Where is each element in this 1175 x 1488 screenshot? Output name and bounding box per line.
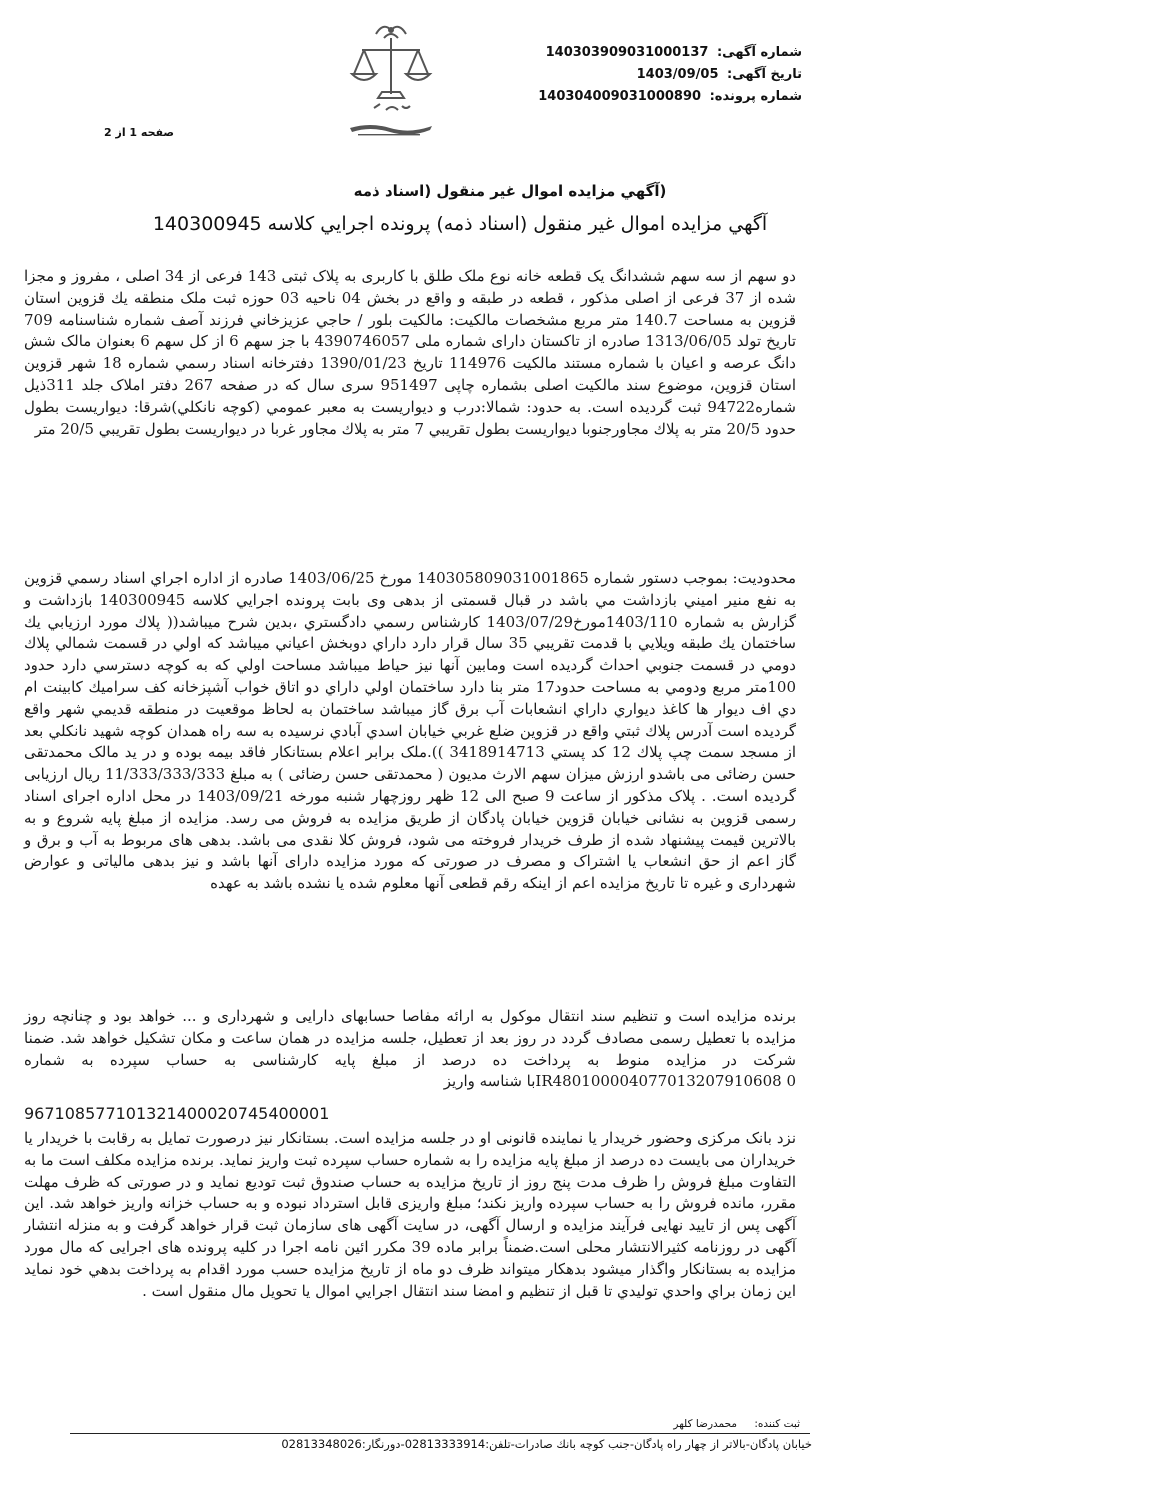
judiciary-scales-emblem-icon: [336, 16, 446, 148]
page-indicator: صفحه 1 از 2: [104, 126, 175, 139]
case-number: 140304009031000890: [538, 89, 702, 104]
transfer-conditions-paragraph: برنده مزایده است و تنظیم سند انتقال موکول به ارائه مفاصا حسابهای دارایی و شهرداری و ... خواهد بود و چنانچه روز مزایده با تعطیل رسمی مصادف گردد در روز بعد از تعطیل، جلسه مزایده در همان ساعت و مکان تشکیل خواهد شد. ضمنا شرکت در مزایده منوط به پرداخت ده درصد از مبلغ پایه کارشناسی به حساب سپرده به شماره IR480100004077013207910608 0با شناسه واریز: [24, 1007, 796, 1091]
case-number-row: [540, 86, 802, 108]
ad-number-label: شماره آگهی:: [716, 45, 802, 60]
ad-metadata: [540, 42, 802, 108]
registrar-name: محمدرضا کلهر: [673, 1418, 738, 1430]
footer-divider: [70, 1433, 810, 1434]
document-title: (آگهي مزايده اموال غير منقول (اسناد ذمه: [353, 182, 667, 200]
ad-number-row: [540, 42, 802, 64]
restriction-and-auction-paragraph: محدودیت: بموجب دستور شماره 140305809031001865 مورخ 1403/06/25 صادره از اداره اجراي اسناد رسمي قزوين به نفع منير اميني بازداشت مي باشد در قبال قسمتی از بدهی وی بابت پرونده اجرايي كلاسه 140300945 بازداشت و گزارش به شماره 1403/110مورخ1403/07/29 کارشناس رسمي دادگستري ،بدين شرح ميباشد(( پلاك مورد ارزيابي يك ساختمان يك طبقه ويلايي با قدمت تقريبي 35 سال قرار دارد داراي دوبخش اعياني ميباشد كه اولي در قسمت شمالي پلاك دومي در قسمت جنوبي احداث گرديده است ومابين آنها نيز حياط ميباشد مساحت اولي كه به كوچه دسترسي دارد حدود 100متر مربع ودومي به مساحت حدود17 متر بنا دارد ساختمان اولي داراي دو اتاق خواب آشپزخانه كف سراميك كابينت ام دي اف ديوار ها كاغذ ديواري داراي انشعابات آب برق گاز ميباشد ساختمان به لحاظ موقعيت در منطقه قديمي شهر واقع گرديده است آدرس پلاك ثبتي واقع در قزوين ضلع غربي خيابان اسدي آبادي نرسيده به سه راه همدان كوچه شهيد نانكلي بعد از مسجد سمت چپ پلاك 12 كد پستي 3418914713 )).ملک برابر اعلام بستانکار فاقد بیمه بوده و در ید مالک محمدتقی حسن رضائی می باشدو ارزش میزان سهم الارث مدیون ( محمدتقی حسن رضائی ) به مبلغ 11/333/333/333 ریال ارزیابی گردیده است. . پلاک مذکور از ساعت 9 صبح الی 12 ظهر روزچهار شنبه مورخه 1403/09/21 در محل اداره اجرای اسناد رسمی قزوین به نشانی خیابان قزوین خیابان پادگان از طریق مزایده به فروش می رسد. مزایده از مبلغ پایه شروع و به بالاترین قیمت پیشنهاد شده از طرف خریدار فروخته می شود، فروش کلا نقدی می باشد. بدهی های مربوط به آب و برق و گاز اعم از حق انشعاب یا اشتراک و مصرف در صورتی که مورد مزایده دارای آنها باشد و نیز بدهی مالیاتی و عوارض شهرداری و غیره تا تاریخ مزایده اعم از اینکه رقم قطعی آنها معلوم شده یا نشده باشد به عهده: [24, 569, 797, 893]
payment-terms-paragraph: نزد بانک مرکزی وحضور خریدار یا نماینده قانونی او در جلسه مزایده است. بستانکار نیز درصورت تمایل به رقابت با خریدار یا خریداران می بایست ده درصد از مبلغ پایه مزایده را به شماره حساب سپرده ثبت واریز نماید. برنده مزایده مکلف است ما به التفاوت مبلغ فروش را ظرف مدت پنج روز از تاریخ مزایده به حساب صندوق ثبت تودیع نماید و در صورتی که ظرف مهلت مقرر، مانده فروش را به حساب سپرده واریز نکند؛ مبلغ واریزی قابل استرداد نبوده و به حساب خزانه واریز خواهد شد. این آگهی پس از تایید نهایی فرآیند مزایده و ارسال آگهی، در سایت آگهی های سازمان ثبت قرار خواهد گرفت و به منزله انتشار آگهی در روزنامه کثیرالانتشار محلی است.ضمناً برابر ماده 39 مکرر ائین نامه اجرا در کلیه پرونده های اجرایی که مال مورد مزایده به بستانکار واگذار میشود بدهکار میتواند ظرف دو ماه از تاریخ مزایده حسب مورد اقدام به پرداخت بدهي خود نمايد اين زمان براي واحدي توليدي تا قبل از تنظيم و امضا سند انتقال اجرايي اموال يا تحويل مال منقول است .: [24, 1129, 796, 1300]
ad-date-row: [540, 64, 802, 86]
registrar-label: ثبت کننده:: [754, 1418, 800, 1430]
deposit-identifier: 967108577101321400020745400001: [24, 1104, 330, 1123]
registrar-info: [560, 1418, 800, 1430]
ad-date: 1403/09/05: [636, 67, 719, 82]
document-subtitle: آگهي مزايده اموال غير منقول (اسناد ذمه) پرونده اجرايي كلاسه 140300945: [152, 213, 768, 235]
case-number-label: شماره پرونده:: [709, 89, 802, 104]
footer-address: خیابان پادگان-بالاتر از چهار راه پادگان-جنب کوچه بانك صادرات-تلفن:02813333914-دورنگار:02813348026: [281, 1437, 812, 1451]
property-description-paragraph: دو سهم از سه سهم ششدانگ یک قطعه خانه نوع ملک طلق با کاربری به پلاک ثبتی 143 فرعی از 34 اصلی ، مفروز و مجزا شده از 37 فرعی از اصلی مذکور ، قطعه در طبقه و واقع در بخش 04 ناحیه 03 حوزه ثبت ملک منطقه يك قزوين استان قزوين به مساحت 140.7 متر مربع مشخصات مالکیت: مالكيت بلور / حاجي عزيزخاني فرزند آصف شماره شناسنامه 709 تاريخ تولد 1313/06/05 صادره از تاكستان دارای شماره ملی 4390746057 با جز سهم 6 از کل سهم 6 بعنوان مالک شش دانگ عرصه و اعیان با شماره مستند مالکیت 114976 تاريخ 1390/01/23 دفترخانه اسناد رسمي شماره 18 شهر قزوين استان قزوين، موضوع سند مالکیت اصلی بشماره چاپی 951497 سری سال که در صفحه 267 دفتر املاک جلد 311ذیل شماره94722 ثبت گردیده است. به حدود: شمالا:درب و ديواريست به معبر عمومي (كوچه نانكلي)شرقا: ديواريست بطول حدود 20/5 متر به پلاك مجاورجنوبا ديواريست بطول تقريبي 7 متر به پلاك مجاور غربا در ديواريست بطول تقريبي 20/5 متر: [24, 267, 797, 438]
ad-date-label: تاریخ آگهی:: [727, 67, 802, 82]
ad-number: 140303909031000137: [545, 45, 709, 60]
